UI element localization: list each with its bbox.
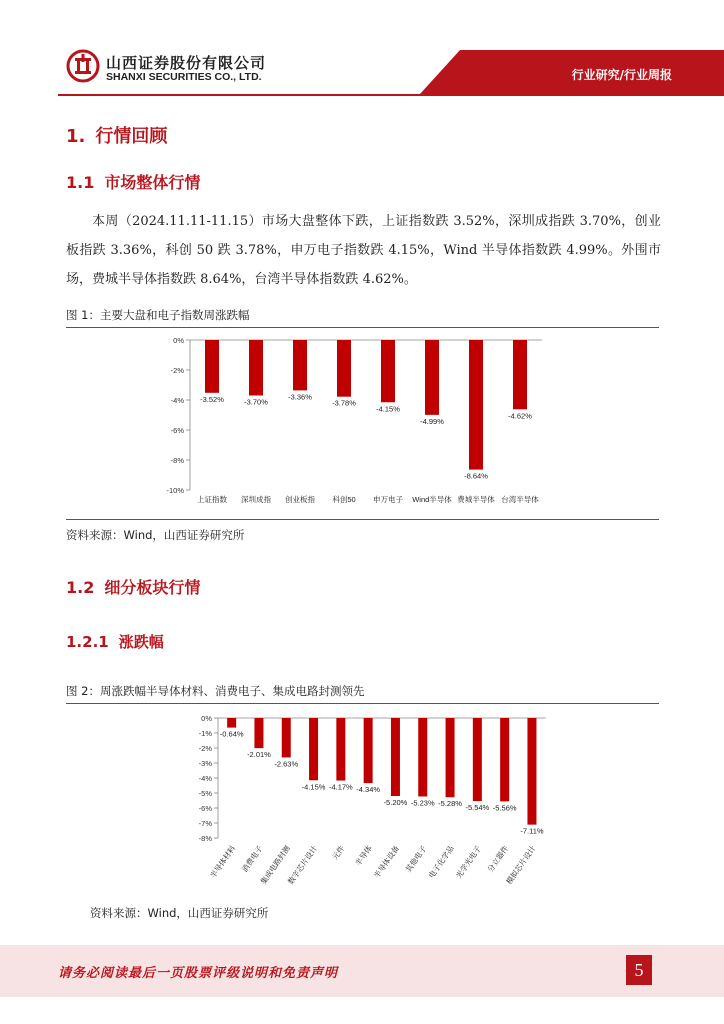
bar <box>205 340 219 393</box>
bar <box>391 718 400 796</box>
bar <box>527 718 536 825</box>
bar <box>513 340 527 409</box>
bar <box>500 718 509 801</box>
section-heading-1 <box>66 122 167 148</box>
data-label: -4.99% <box>420 416 444 426</box>
y-tick-label: 0% <box>173 336 184 345</box>
section-heading-1-1 <box>66 170 200 193</box>
x-tick-label: 模拟芯片设计 <box>504 843 538 887</box>
x-tick-label: 科创50 <box>332 495 356 504</box>
report-type-tag: 行业研究/行业周报 <box>571 68 672 82</box>
data-label: -7.11% <box>520 826 544 836</box>
bar <box>446 718 455 797</box>
y-tick-label: -8% <box>198 834 212 843</box>
x-tick-label: 上证指数 <box>197 495 227 504</box>
x-tick-label: 深圳成指 <box>241 495 271 504</box>
section-heading-1-2-1 <box>66 631 164 652</box>
figure-2-top-rule <box>66 703 659 704</box>
figure-2-source: 资料来源：Wind，山西证券研究所 <box>90 906 269 920</box>
x-tick-label: 光学光电子 <box>454 843 483 880</box>
x-tick-label: 半导体材料 <box>208 843 238 880</box>
y-tick-label: -10% <box>166 486 184 495</box>
x-tick-label: 消费电子 <box>240 843 265 874</box>
data-label: -5.23% <box>410 798 435 808</box>
y-tick-label: -6% <box>170 426 184 435</box>
section-title: 行情回顾 <box>95 126 168 147</box>
x-tick-label: 数字芯片设计 <box>286 843 320 887</box>
x-tick-label: 半导体设备 <box>372 843 402 880</box>
section-title: 细分板块行情 <box>104 578 201 597</box>
bar <box>254 718 263 748</box>
data-label: -4.34% <box>356 785 381 795</box>
x-tick-label: 费城半导体 <box>457 495 495 504</box>
data-label: -4.15% <box>301 782 326 792</box>
x-tick-label: 台湾半导体 <box>501 495 539 504</box>
figure-1-source: 资料来源：Wind，山西证券研究所 <box>66 528 245 542</box>
bar <box>418 718 427 796</box>
data-label: -4.17% <box>328 782 353 792</box>
market-summary-paragraph: 本周（2024.11.11-11.15）市场大盘整体下跌，上证指数跌 3.52%，深圳成指跌 3.70%，创业板指跌 3.36%，科创 50 跌 3.78%，申万电子指数跌 4.15%，Wind 半导体指数跌 4.99%。外围市场，费城半导体指数跌 8.64%，台湾半导体指数跌 4.62%。 <box>66 214 661 287</box>
data-label: -5.28% <box>438 799 462 809</box>
data-label: -3.78% <box>332 398 356 408</box>
company-name-en: SHANXI SECURITIES CO., LTD. <box>106 71 262 83</box>
x-tick-label: 集成电路封测 <box>258 843 292 887</box>
bar <box>336 718 345 781</box>
bar <box>282 718 291 757</box>
data-label: -5.56% <box>492 803 517 813</box>
y-tick-label: -8% <box>170 456 184 465</box>
data-label: -2.63% <box>274 759 299 769</box>
x-tick-label: 分立器件 <box>485 843 511 874</box>
data-label: -4.15% <box>376 404 400 414</box>
y-tick-label: -4% <box>170 396 184 405</box>
data-label: -5.54% <box>465 803 490 813</box>
section-number: 1.2.1 <box>66 633 109 651</box>
x-tick-label: 创业板指 <box>285 495 315 504</box>
figure-2-title: 图 2：周涨跌幅半导体材料、消费电子、集成电路封测领先 <box>66 684 365 698</box>
section-number: 1. <box>66 126 86 147</box>
x-tick-label: 其他电子 <box>403 843 429 874</box>
y-tick-label: -2% <box>198 744 212 753</box>
data-label: -3.70% <box>244 397 268 407</box>
data-label: -2.01% <box>247 750 271 760</box>
data-label: -4.62% <box>508 411 532 421</box>
data-label: -3.52% <box>200 394 224 404</box>
figure-1-bottom-rule <box>66 519 659 520</box>
data-label: -5.20% <box>383 798 408 807</box>
bar <box>337 340 351 397</box>
y-tick-label: -4% <box>198 774 212 783</box>
bar <box>293 340 307 390</box>
company-name-cn: 山西证券股份有限公司 <box>106 54 267 72</box>
section-number: 1.2 <box>66 578 95 597</box>
x-tick-label: 申万电子 <box>373 495 403 504</box>
x-tick-label: 半导体 <box>353 843 374 868</box>
y-tick-label: -6% <box>198 804 212 813</box>
footer-disclaimer: 请务必阅读最后一页股票评级说明和免责声明 <box>58 966 339 981</box>
page-number: 5 <box>626 955 652 985</box>
section-title: 市场整体行情 <box>104 173 201 192</box>
section-number: 1.1 <box>66 173 95 192</box>
x-tick-label: 元件 <box>330 843 347 862</box>
header-rule <box>58 94 724 96</box>
figure-1-top-rule <box>66 327 659 328</box>
figure-1-chart <box>160 334 560 514</box>
x-tick-label: Wind半导体 <box>412 495 452 504</box>
figure-2-chart <box>190 710 560 890</box>
section-title: 涨跌幅 <box>118 633 164 651</box>
data-label: -0.64% <box>219 729 244 739</box>
bar <box>469 340 483 470</box>
y-tick-label: -1% <box>198 729 212 738</box>
bar <box>309 718 318 780</box>
section-heading-1-2 <box>66 575 200 598</box>
company-logo <box>66 49 100 83</box>
data-label: -3.36% <box>288 392 312 402</box>
y-tick-label: -7% <box>198 819 212 828</box>
bar <box>364 718 373 783</box>
y-tick-label: 0% <box>201 714 212 723</box>
bar <box>249 340 263 396</box>
bar <box>381 340 395 402</box>
y-tick-label: -3% <box>198 759 212 768</box>
figure-1-title: 图 1：主要大盘和电子指数周涨跌幅 <box>66 308 250 322</box>
x-tick-label: 电子化学品 <box>426 843 456 880</box>
bar <box>473 718 482 801</box>
bar <box>425 340 439 415</box>
y-tick-label: -5% <box>198 789 212 798</box>
bar <box>227 718 236 728</box>
y-tick-label: -2% <box>170 366 184 375</box>
data-label: -8.64% <box>464 471 488 481</box>
